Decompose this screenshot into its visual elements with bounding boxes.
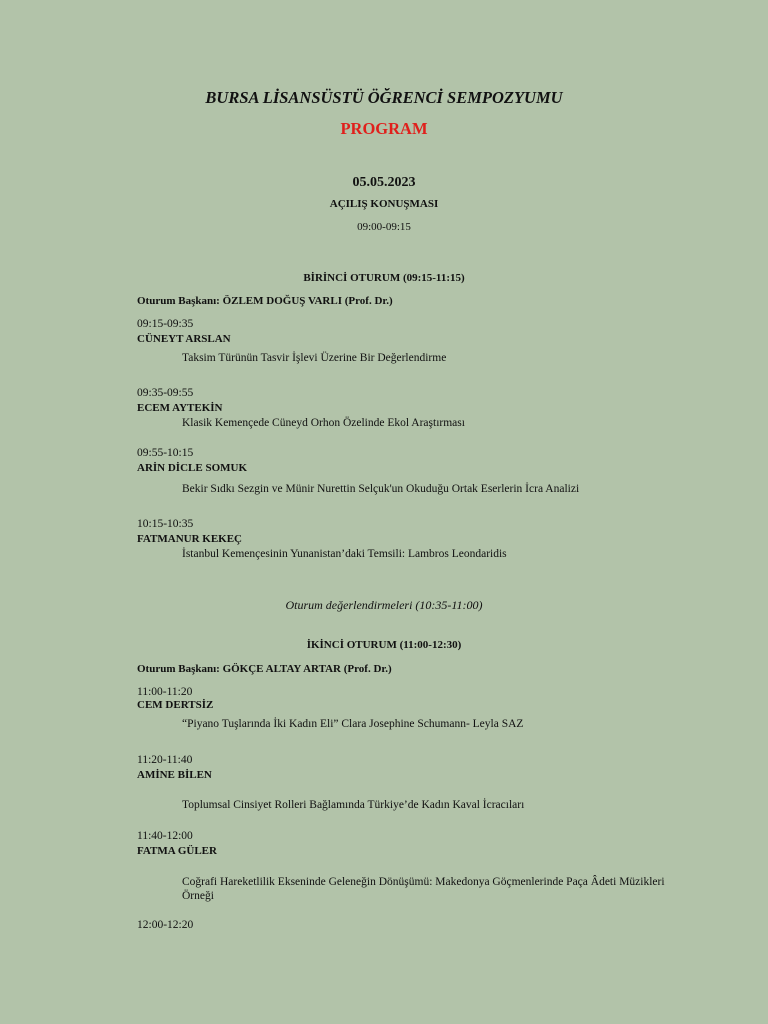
talk-time: 09:35-09:55 (137, 387, 194, 399)
talk-time: 09:15-09:35 (137, 318, 194, 330)
session-evaluation: Oturum değerlendirmeleri (10:35-11:00) (285, 598, 483, 612)
talk-time: 11:40-12:00 (137, 830, 193, 842)
document-title: BURSA LİSANSÜSTÜ ÖĞRENCİ SEMPOZYUMU (205, 88, 563, 107)
talk-speaker: FATMA GÜLER (137, 845, 217, 857)
session-1-chair: Oturum Başkanı: ÖZLEM DOĞUŞ VARLI (Prof. Dr.) (137, 295, 393, 307)
talk-time: 11:00-11:20 (137, 686, 193, 698)
talk-speaker: FATMANUR KEKEÇ (137, 533, 243, 545)
talk-title: Coğrafi Hareketlilik Ekseninde Geleneğin Dönüşümü: Makedonya Göçmenlerinde Paça Âdeti Müzikleri Örneği (182, 876, 665, 902)
talk-title: Bekir Sıdkı Sezgin ve Münir Nurettin Selçuk'un Okuduğu Ortak Eserlerin İcra Analizi (182, 483, 580, 495)
talk-time: 11:20-11:40 (137, 754, 193, 766)
opening-speech-heading: AÇILIŞ KONUŞMASI (329, 198, 439, 210)
talk-speaker: ARİN DİCLE SOMUK (137, 462, 248, 474)
session-2-title: İKİNCİ OTURUM (11:00-12:30) (306, 639, 462, 651)
talk-title: “Piyano Tuşlarında İki Kadın Eli” Clara Josephine Schumann- Leyla SAZ (182, 718, 524, 730)
talk-speaker: CEM DERTSİZ (137, 699, 214, 711)
talk-title: Taksim Türünün Tasvir İşlevi Üzerine Bir Değerlendirme (182, 352, 447, 364)
talk-title: Klasik Kemençede Cüneyd Orhon Özelinde Ekol Araştırması (182, 417, 465, 429)
talk-time: 09:55-10:15 (137, 447, 194, 459)
talk-speaker: ECEM AYTEKİN (137, 402, 223, 414)
talk-title: Toplumsal Cinsiyet Rolleri Bağlamında Türkiye’de Kadın Kaval İcracıları (182, 799, 525, 811)
talk-time: 12:00-12:20 (137, 919, 194, 931)
talk-speaker: AMİNE BİLEN (137, 769, 212, 781)
talk-time: 10:15-10:35 (137, 518, 194, 530)
session-1-title: BİRİNCİ OTURUM (09:15-11:15) (303, 272, 465, 284)
talk-speaker: CÜNEYT ARSLAN (137, 333, 231, 345)
program-heading: PROGRAM (340, 119, 428, 138)
talk-title: İstanbul Kemençesinin Yunanistan’daki Temsili: Lambros Leondaridis (182, 548, 507, 560)
opening-speech-time: 09:00-09:15 (357, 221, 411, 233)
session-2-chair: Oturum Başkanı: GÖKÇE ALTAY ARTAR (Prof. Dr.) (137, 663, 392, 675)
event-date: 05.05.2023 (352, 175, 416, 190)
